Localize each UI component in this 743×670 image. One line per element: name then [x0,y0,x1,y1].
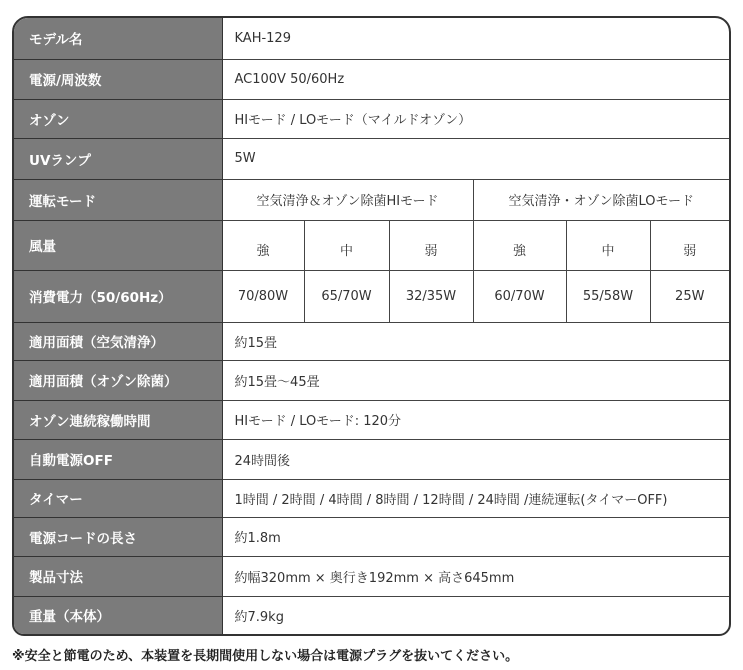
mode-hi: 空気清浄＆オゾン除菌HIモード [222,179,473,220]
table-row [14,400,729,439]
row-label: オゾン [14,99,222,138]
row-value: 約15畳〜45畳 [222,360,729,400]
row-label: 適用面積（空気清浄） [14,322,222,360]
row-label: UVランプ [14,138,222,179]
row-value: 24時間後 [222,439,729,479]
row-cell: 65/70W [304,270,389,322]
row-cell: 70/80W [222,270,304,322]
table-row [14,220,729,270]
row-cell: 弱 [650,220,729,270]
table-row [14,179,729,220]
row-cell: 60/70W [473,270,566,322]
row-cell: 弱 [389,220,473,270]
row-value: 1時間 / 2時間 / 4時間 / 8時間 / 12時間 / 24時間 /連続運転(タイマーOFF) [222,479,729,517]
row-value: HIモード / LOモード: 120分 [222,400,729,439]
row-label: オゾン連続稼働時間 [14,400,222,439]
table-row [14,138,729,179]
row-value: 約幅320mm × 奥行き192mm × 高さ645mm [222,556,729,596]
row-label: 電源/周波数 [14,59,222,99]
row-cell: 32/35W [389,270,473,322]
table-row [14,59,729,99]
row-label: タイマー [14,479,222,517]
row-value: 約1.8m [222,517,729,556]
table-row [14,360,729,400]
table-row [14,556,729,596]
row-value: KAH-129 [222,18,729,59]
footnote: ※安全と節電のため、本装置を長期間使用しない場合は電源プラグを抜いてください。 [12,649,519,664]
row-value: 約15畳 [222,322,729,360]
row-value: 約7.9kg [222,596,729,634]
table-row [14,99,729,138]
row-cell: 55/58W [566,270,650,322]
spec-table [14,18,729,634]
row-cell: 中 [304,220,389,270]
row-cell: 強 [473,220,566,270]
row-cell: 強 [222,220,304,270]
table-row [14,479,729,517]
row-cell: 中 [566,220,650,270]
row-value: AC100V 50/60Hz [222,59,729,99]
row-cell: 25W [650,270,729,322]
row-value: HIモード / LOモード（マイルドオゾン） [222,99,729,138]
table-row [14,439,729,479]
row-label: 風量 [14,220,222,270]
table-row [14,270,729,322]
row-label: 電源コードの長さ [14,517,222,556]
row-label: 適用面積（オゾン除菌） [14,360,222,400]
row-label: 運転モード [14,179,222,220]
row-label: 自動電源OFF [14,439,222,479]
mode-lo: 空気清浄・オゾン除菌LOモード [473,179,729,220]
spec-table-container [12,16,731,636]
row-label: 重量（本体） [14,596,222,634]
table-row [14,18,729,59]
row-label: 製品寸法 [14,556,222,596]
row-value: 5W [222,138,729,179]
table-row [14,322,729,360]
row-label: モデル名 [14,18,222,59]
table-row [14,517,729,556]
row-label: 消費電力（50/60Hz） [14,270,222,322]
table-row [14,596,729,634]
